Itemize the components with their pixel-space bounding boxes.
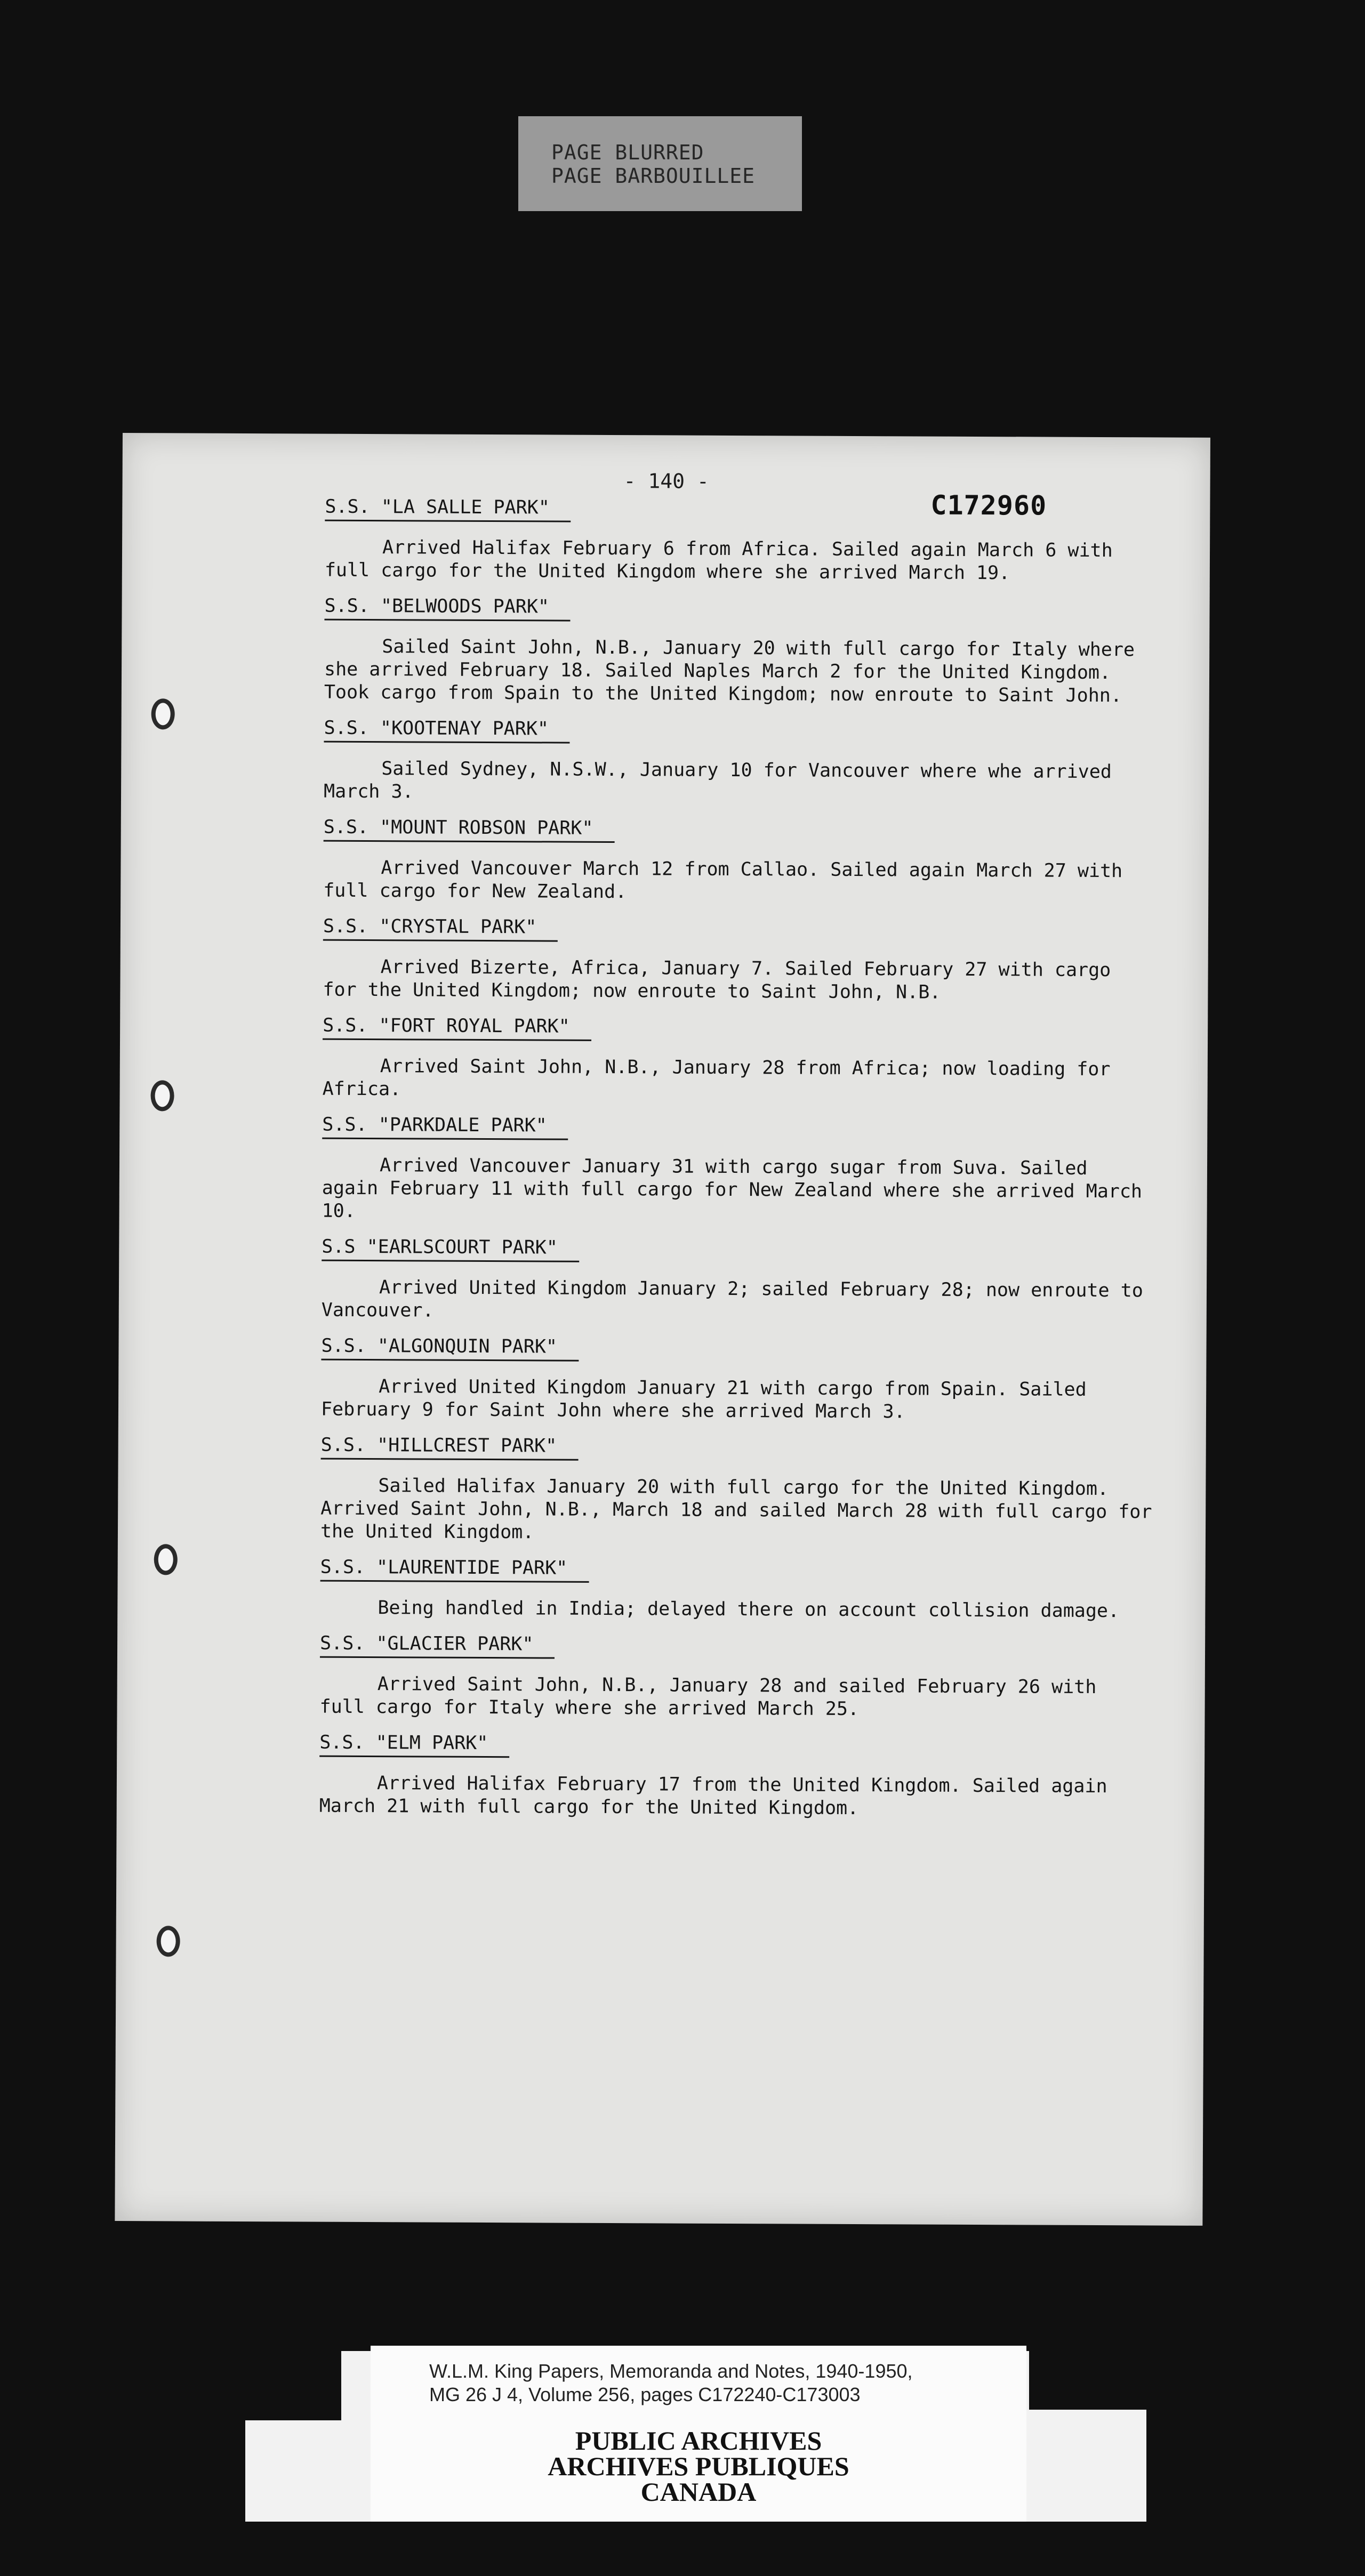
- punch-hole-icon: [151, 698, 175, 729]
- ship-report: Being handled in India; delayed there on account collision damage.: [378, 1597, 1120, 1622]
- punch-hole-icon: [154, 1544, 178, 1575]
- document-number: C172960: [930, 489, 1047, 521]
- citation-line-2: MG 26 J 4, Volume 256, pages C172240-C173003: [429, 2384, 861, 2405]
- ship-report: Arrived Saint John, N.B., January 28 and sailed February 26 with full cargo for Italy where she arrived March 25.: [319, 1673, 1097, 1720]
- citation-line-1: W.L.M. King Papers, Memoranda and Notes, 1940-1950,: [429, 2360, 913, 2382]
- entries-list: [319, 496, 1157, 1834]
- ship-entry: [324, 595, 1157, 708]
- ship-entry: [319, 1632, 1152, 1722]
- page-number: - 140 -: [623, 469, 709, 493]
- ship-report: Sailed Saint John, N.B., January 20 with full cargo for Italy where she arrived February 18. Sailed Naples March 2 for the United Kingdom. Took cargo from Spain to the United Kingdom; now enroute to Saint John.: [324, 636, 1135, 707]
- archives-name: [371, 2428, 1026, 2505]
- ship-entry: [324, 717, 1156, 807]
- ship-heading: S.S. "LA SALLE PARK": [325, 496, 571, 522]
- archives-line-2: ARCHIVES PUBLIQUES: [548, 2451, 849, 2481]
- ship-report: Arrived Bizerte, Africa, January 7. Sailed February 27 with cargo for the United Kingdom; now enroute to Saint John, N.B.: [323, 956, 1111, 1003]
- ship-heading: S.S. "LAURENTIDE PARK": [320, 1556, 589, 1583]
- ship-report: Sailed Halifax January 20 with full cargo for the United Kingdom. Arrived Saint John, N.B., March 18 and sailed March 28 with full cargo for the United Kingdom.: [320, 1475, 1152, 1543]
- ship-report: Arrived Saint John, N.B., January 28 from Africa; now loading for Africa.: [322, 1056, 1111, 1100]
- ship-entry: [325, 496, 1157, 586]
- footer-mask-left: [245, 2351, 341, 2420]
- ship-entry: [323, 1015, 1155, 1105]
- ship-entry: [322, 1236, 1154, 1326]
- page-blurred-stamp: [518, 116, 802, 211]
- ship-entry: [321, 1335, 1153, 1425]
- ship-report: Arrived Halifax February 6 from Africa. Sailed again March 6 with full cargo for the United Kingdom where she arrived March 19.: [324, 537, 1113, 584]
- ship-report: Arrived United Kingdom January 21 with cargo from Spain. Sailed February 9 for Saint John where she arrived March 3.: [320, 1376, 1087, 1423]
- ship-report: Arrived Vancouver March 12 from Callao. Sailed again March 27 with full cargo for New Zealand.: [323, 857, 1123, 903]
- ship-report: Arrived United Kingdom January 2; sailed February 28; now enroute to Vancouver.: [321, 1277, 1143, 1322]
- ship-heading: S.S. "HILLCREST PARK": [321, 1434, 579, 1461]
- ship-heading: S.S. "MOUNT ROBSON PARK": [324, 816, 615, 843]
- ship-report: Arrived Vancouver January 31 with cargo sugar from Suva. Sailed again February 11 with full cargo for New Zealand where she arrived March 10.: [322, 1155, 1143, 1222]
- footer-mask-right: [1029, 2351, 1146, 2410]
- archives-line-1: PUBLIC ARCHIVES: [575, 2426, 822, 2456]
- archives-label: [371, 2346, 1026, 2522]
- stamp-line-1: PAGE BLURRED: [551, 141, 704, 164]
- punch-hole-icon: [157, 1926, 180, 1957]
- ship-entry: [319, 1732, 1152, 1822]
- punch-hole-icon: [150, 1080, 174, 1111]
- ship-heading: S.S "EARLSCOURT PARK": [322, 1236, 579, 1262]
- stamp-line-2: PAGE BARBOUILLEE: [551, 164, 756, 188]
- citation: [371, 2360, 1026, 2406]
- ship-entry: [320, 1434, 1153, 1547]
- document-page: [115, 433, 1210, 2226]
- ship-heading: S.S. "FORT ROYAL PARK": [323, 1015, 591, 1041]
- ship-entry: [320, 1556, 1152, 1623]
- ship-entry: [323, 816, 1155, 906]
- ship-heading: S.S. "ALGONQUIN PARK": [321, 1335, 579, 1362]
- ship-heading: S.S. "KOOTENAY PARK": [324, 717, 570, 744]
- archives-line-3: CANADA: [640, 2477, 757, 2507]
- ship-heading: S.S. "CRYSTAL PARK": [323, 915, 558, 942]
- ship-heading: S.S. "ELM PARK": [319, 1732, 509, 1758]
- ship-heading: S.S. "PARKDALE PARK": [322, 1114, 568, 1140]
- ship-heading: S.S. "BELWOODS PARK": [324, 595, 571, 622]
- ship-report: Sailed Sydney, N.S.W., January 10 for Vancouver where whe arrived March 3.: [323, 758, 1112, 803]
- ship-heading: S.S. "GLACIER PARK": [320, 1632, 555, 1659]
- ship-entry: [322, 1114, 1154, 1227]
- ship-report: Arrived Halifax February 17 from the United Kingdom. Sailed again March 21 with full cargo for the United Kingdom.: [319, 1773, 1107, 1820]
- ship-entry: [323, 915, 1155, 1005]
